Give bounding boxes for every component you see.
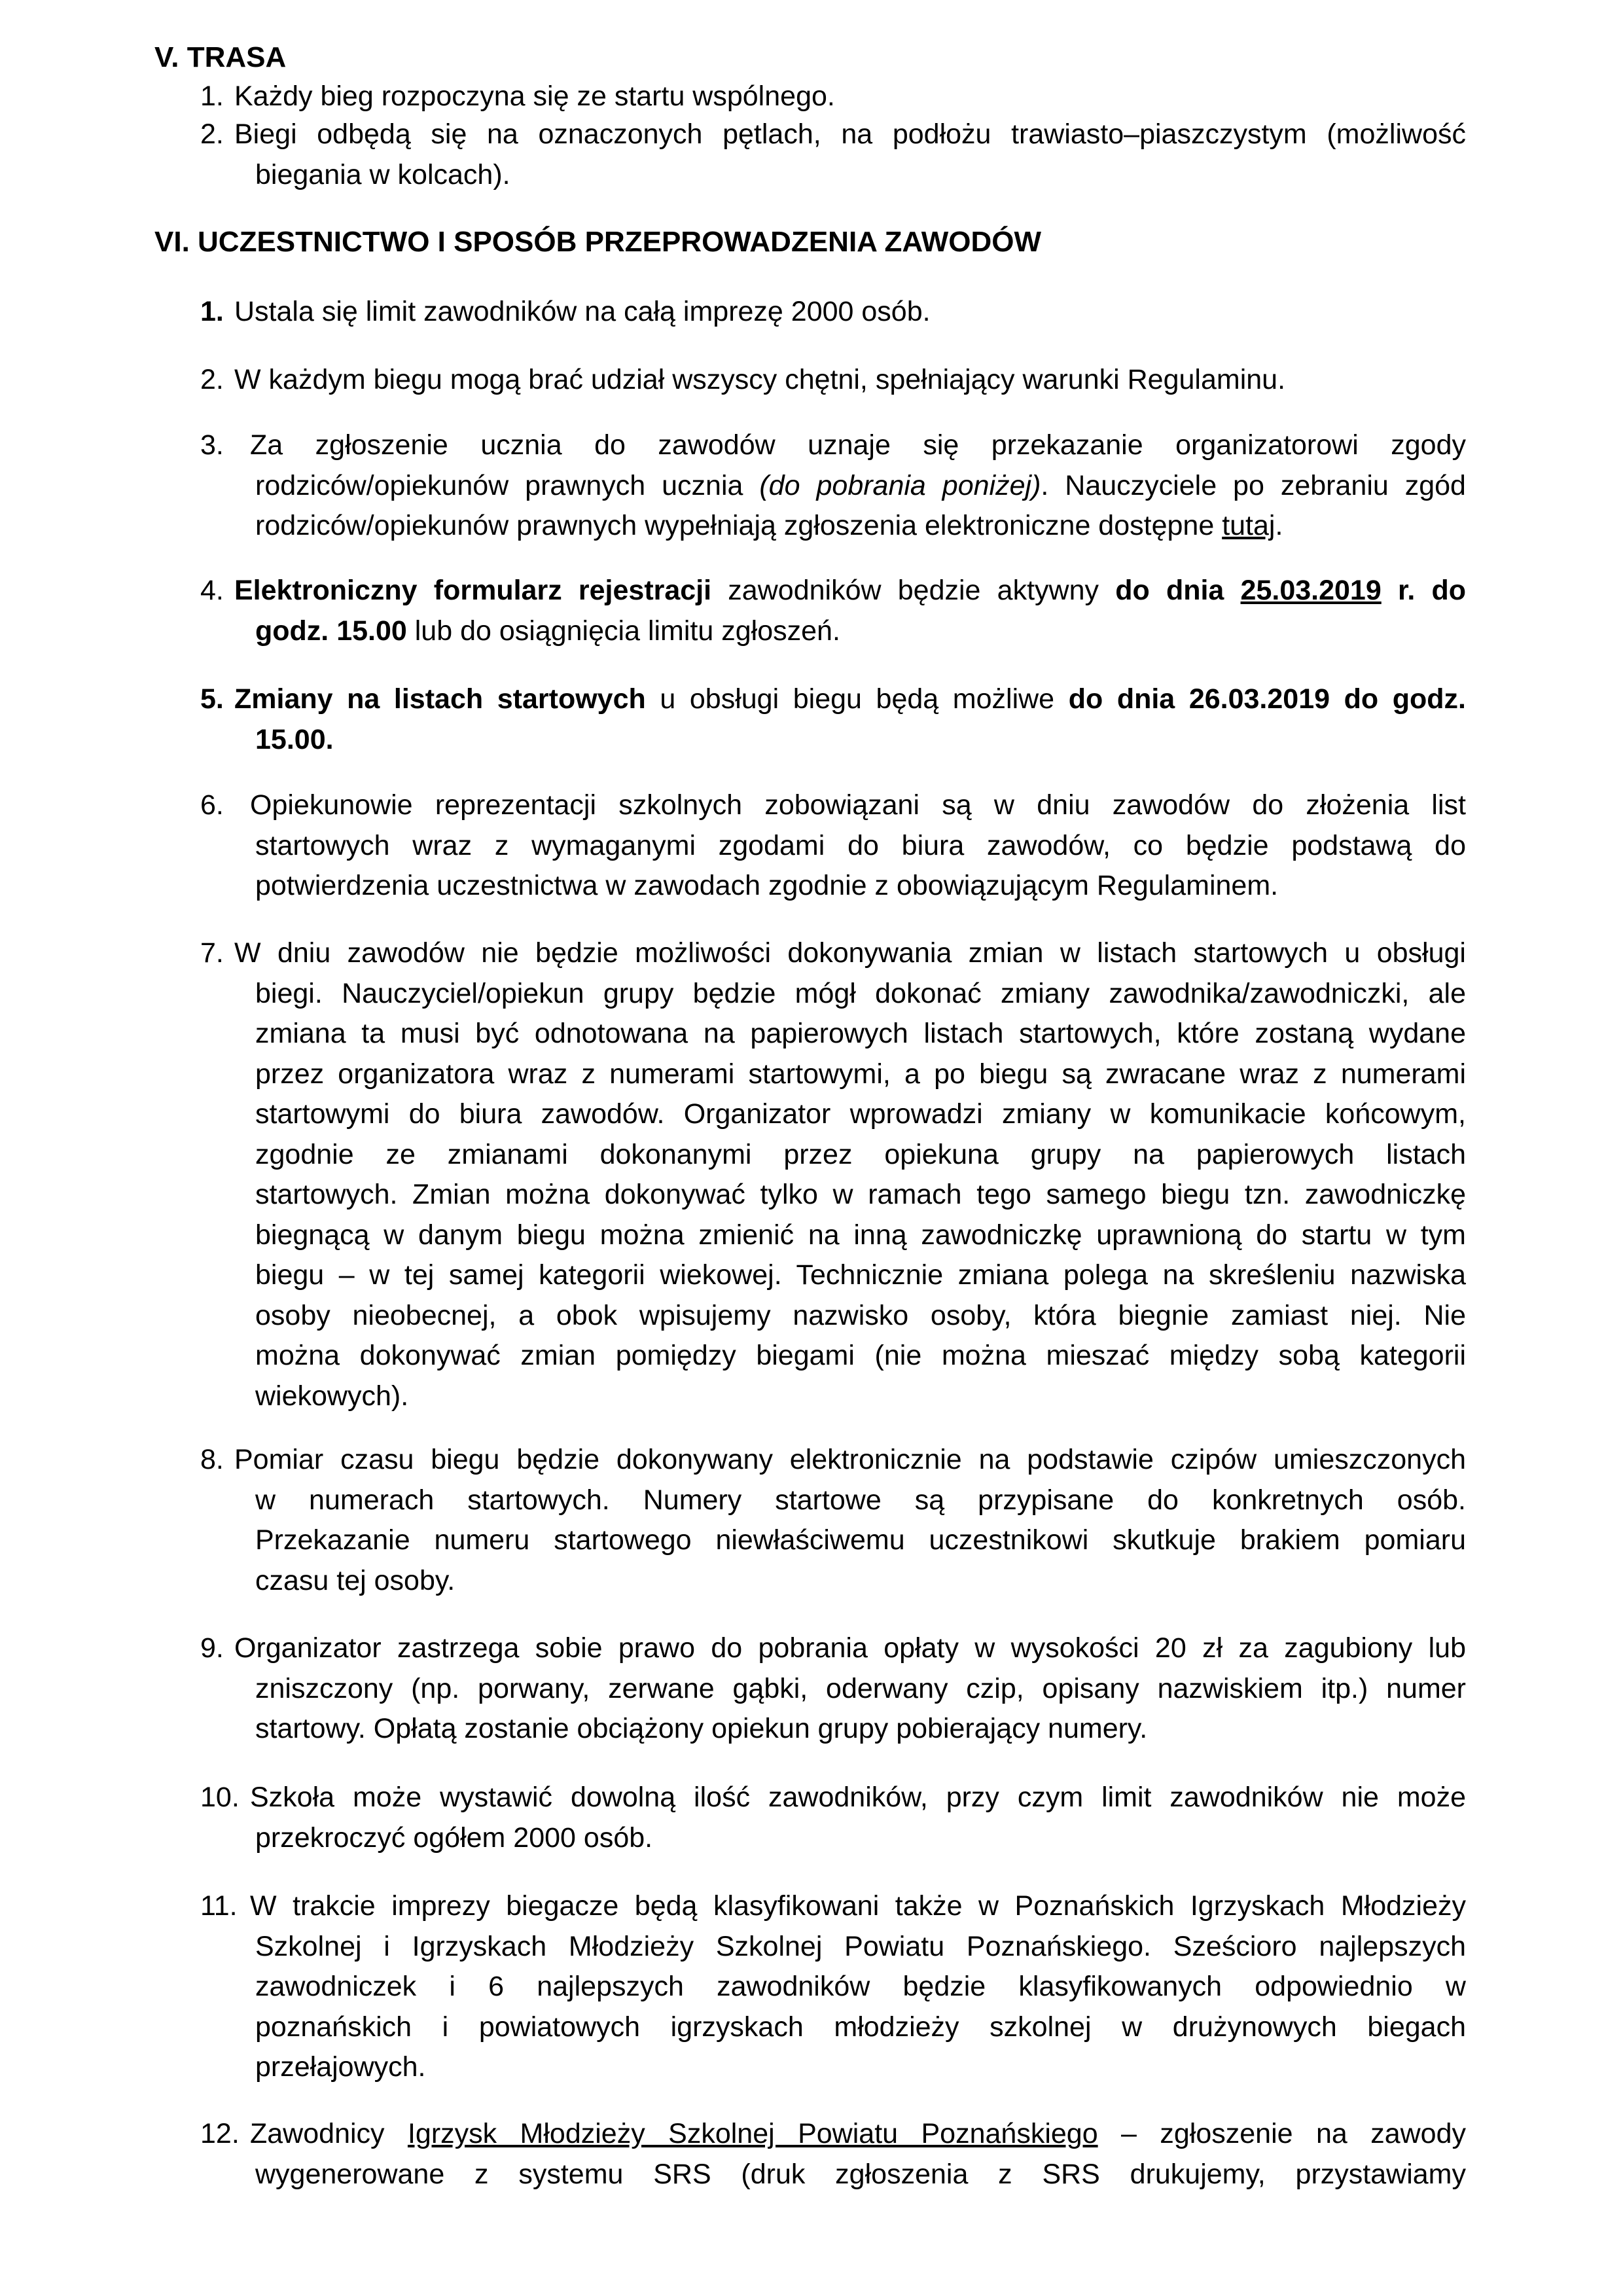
text-run: rodziców/opiekunów prawnych ucznia xyxy=(255,469,760,501)
item-number: 2. xyxy=(200,118,224,150)
list-item xyxy=(200,933,1466,1416)
text-run: zawodników będzie aktywny xyxy=(711,575,1116,606)
item-number: 6. xyxy=(200,789,224,821)
item-text: potwierdzenia uczestnictwa w zawodach zgodnie z obowiązującym Regulaminem. xyxy=(255,870,1279,901)
item-text xyxy=(200,679,1466,720)
list-item xyxy=(200,571,1466,651)
item-text: startowych wraz z wymaganymi zgodami do biura zawodów, co będzie podstawą do xyxy=(255,829,1466,861)
bold-text: Elektroniczny formularz rejestracji xyxy=(234,575,712,606)
item-text: Każdy bieg rozpoczyna się ze startu wspólnego. xyxy=(234,81,835,112)
list-item xyxy=(200,1886,1466,2088)
text-run: . xyxy=(1275,510,1283,541)
list-item xyxy=(200,292,1466,332)
item-text: czasu tej osoby. xyxy=(255,1564,455,1596)
text-run: – zgłoszenie na zawody xyxy=(1097,2118,1466,2149)
list-item xyxy=(200,2114,1466,2195)
text-run: u obsługi biegu będą możliwe xyxy=(645,683,1069,715)
tutaj-link[interactable]: tutaj xyxy=(1222,510,1275,541)
item-text: przez organizatora wraz z numerami startowymi, a po biegu są zwracane wraz z numerami xyxy=(255,1058,1466,1090)
item-number: 5. xyxy=(200,683,224,715)
item-text xyxy=(200,506,1466,547)
item-text: zmiana ta musi być odnotowana na papierowych listach startowych, które zostaną wydane xyxy=(255,1018,1466,1049)
item-text: biegania w kolcach). xyxy=(255,158,510,190)
item-text: Przekazanie numeru startowego niewłaściwemu uczestnikowi skutkuje brakiem pomiaru xyxy=(255,1524,1466,1556)
text-run: lub do osiągnięcia limitu zgłoszeń. xyxy=(406,615,840,647)
bold-text: r. do xyxy=(1381,575,1467,606)
item-number: 8. xyxy=(200,1444,224,1475)
item-text: Organizator zastrzega sobie prawo do pobrania opłaty w wysokości 20 zł za zagubiony lub xyxy=(234,1632,1466,1664)
item-number: 3. xyxy=(200,429,224,461)
list-item xyxy=(200,77,1466,117)
item-number: 12. xyxy=(200,2118,240,2149)
item-text: Za zgłoszenie ucznia do zawodów uznaje się przekazanie organizatorowi zgody xyxy=(250,429,1466,461)
item-text: zniszczony (np. porwany, zerwane gąbki, oderwany czip, opisany nazwiskiem itp.) numer xyxy=(255,1672,1466,1704)
item-text xyxy=(200,466,1466,507)
item-number: 9. xyxy=(200,1632,224,1664)
item-number: 1. xyxy=(200,296,224,327)
item-text: można dokonywać zmian pomiędzy biegami (nie można mieszać między sobą kategorii xyxy=(255,1340,1466,1371)
list-item xyxy=(200,679,1466,760)
item-text: W trakcie imprezy biegacze będą klasyfikowani także w Poznańskich Igrzyskach Młodzieży xyxy=(250,1890,1466,1922)
item-number: 4. xyxy=(200,575,224,606)
section-heading-uczestnictwo: VI. UCZESTNICTWO I SPOSÓB PRZEPROWADZENIA ZAWODÓW xyxy=(154,226,1042,258)
item-text: Opiekunowie reprezentacji szkolnych zobowiązani są w dniu zawodów do złożenia list xyxy=(250,789,1466,821)
list-item xyxy=(200,115,1466,195)
text-run: . Nauczyciele po zebraniu zgód xyxy=(1041,469,1466,501)
list-item xyxy=(200,1628,1466,1749)
item-number: 7. xyxy=(200,937,224,969)
item-text xyxy=(200,611,1466,652)
bold-text: do dnia 26.03.2019 do godz. xyxy=(1068,683,1467,715)
item-text: startowych. Zmian można dokonywać tylko w ramach tego samego biegu tzn. zawodniczkę xyxy=(255,1179,1466,1210)
item-number: 1. xyxy=(200,81,224,112)
deadline-date: 25.03.2019 xyxy=(1240,575,1382,606)
list-item xyxy=(200,785,1466,906)
italic-note: (do pobrania poniżej) xyxy=(759,469,1041,501)
item-text: startowymi do biura zawodów. Organizator wprowadzi zmiany w komunikacie końcowym, xyxy=(255,1098,1466,1130)
section-heading-trasa: V. TRASA xyxy=(154,41,287,73)
item-text: przekroczyć ogółem 2000 osób. xyxy=(255,1821,653,1854)
bold-text: godz. 15.00 xyxy=(255,615,407,647)
bold-text: Zmiany na listach startowych xyxy=(234,683,646,715)
item-text: poznańskich i powiatowych igrzyskach młodzieży szkolnej w drużynowych biegach xyxy=(255,2011,1466,2043)
list-item xyxy=(200,1778,1466,1858)
item-text: osoby nieobecnej, a obok wpisujemy nazwisko osoby, która biegnie zamiast niej. Nie xyxy=(255,1299,1466,1331)
item-number: 10. xyxy=(200,1782,240,1813)
item-number: 2. xyxy=(200,364,224,395)
item-text: W dniu zawodów nie będzie możliwości dokonywania zmian w listach startowych u obsługi xyxy=(234,937,1466,969)
item-text: Pomiar czasu biegu będzie dokonywany elektronicznie na podstawie czipów umieszczonych xyxy=(234,1444,1466,1475)
item-text: biegnącą w danym biegu można zmienić na inną zawodniczkę uprawnioną do startu w tym xyxy=(255,1219,1466,1251)
list-item xyxy=(200,425,1466,547)
item-text: wiekowych). xyxy=(255,1380,409,1412)
item-number: 11. xyxy=(200,1890,238,1922)
text-run: rodziców/opiekunów prawnych wypełniają zgłoszenia elektroniczne dostępne xyxy=(255,510,1222,541)
bold-text: do dnia xyxy=(1115,575,1241,606)
item-text: 15.00. xyxy=(255,723,334,755)
item-text xyxy=(200,571,1466,611)
item-text: Ustala się limit zawodników na całą imprezę 2000 osób. xyxy=(234,296,931,327)
list-item xyxy=(200,1440,1466,1601)
item-text: Biegi odbędą się na oznaczonych pętlach, na podłożu trawiasto–piaszczystym (możliwość xyxy=(234,118,1466,150)
item-text: W każdym biegu mogą brać udział wszyscy chętni, spełniający warunki Regulaminu. xyxy=(234,364,1286,395)
item-text: biegi. Nauczyciel/opiekun grupy będzie mógł dokonać zmiany zawodnika/zawodniczki, ale xyxy=(255,977,1466,1009)
item-text: zawodniczek i 6 najlepszych zawodników będzie klasyfikowanych odpowiednio w xyxy=(255,1971,1466,2002)
igrzyska-powiatu-link[interactable]: Igrzysk Młodzieży Szkolnej Powiatu Poznańskiego xyxy=(407,2118,1098,2149)
item-text: zgodnie ze zmianami dokonanymi przez opiekuna grupy na papierowych listach xyxy=(255,1138,1466,1170)
item-text: przełajowych. xyxy=(255,2051,426,2083)
item-text: startowy. Opłatą zostanie obciążony opiekun grupy pobierający numery. xyxy=(255,1713,1148,1744)
item-text xyxy=(200,2114,1466,2155)
item-text: Szkoła może wystawić dowolną ilość zawodników, przy czym limit zawodników nie może xyxy=(250,1782,1466,1813)
item-text: biegu – w tej samej kategorii wiekowej. Technicznie zmiana polega na skreśleniu nazwiska xyxy=(255,1259,1466,1291)
item-text: wygenerowane z systemu SRS (druk zgłoszenia z SRS drukujemy, przystawiamy xyxy=(255,2158,1466,2190)
item-text: w numerach startowych. Numery startowe są przypisane do konkretnych osób. xyxy=(255,1484,1466,1516)
list-item xyxy=(200,360,1466,401)
item-text: Szkolnej i Igrzyskach Młodzieży Szkolnej Powiatu Poznańskiego. Sześcioro najlepszych xyxy=(255,1930,1466,1962)
text-run: Zawodnicy xyxy=(250,2118,408,2149)
